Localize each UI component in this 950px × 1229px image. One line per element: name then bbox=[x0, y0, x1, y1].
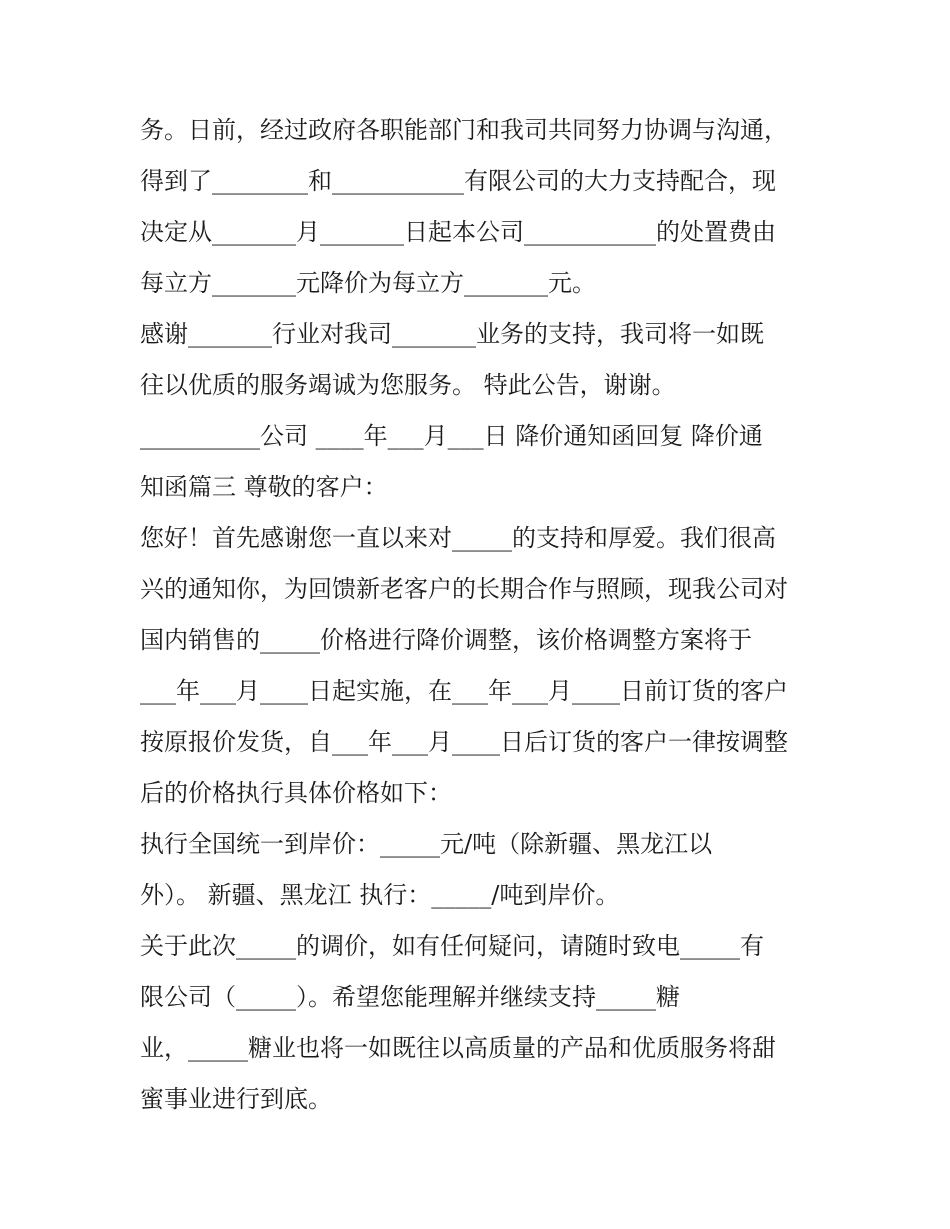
text-line-7: __________公司 ____年___月___日 降价通知函回复 降价通 bbox=[140, 422, 763, 450]
text-line-5: 感谢_______行业对我司_______业务的支持，我司将一如既 bbox=[140, 320, 764, 348]
text-line-2: 得到了________和___________有限公司的大力支持配合，现 bbox=[140, 167, 776, 195]
text-line-10: 兴的通知你，为回馈新老客户的长期合作与照顾，现我公司对 bbox=[140, 575, 788, 603]
text-line-15: 执行全国统一到岸价：_____元/吨（除新疆、黑龙江以 bbox=[140, 830, 713, 858]
text-line-9: 您好！首先感谢您一直以来对_____的支持和厚爱。我们很高 bbox=[140, 524, 776, 552]
text-line-14: 后的价格执行具体价格如下： bbox=[140, 779, 452, 807]
text-line-8: 知函篇三 尊敬的客户： bbox=[140, 473, 388, 501]
text-line-19: 业，_____糖业也将一如既往以高质量的产品和优质服务将甜 bbox=[140, 1034, 776, 1062]
document-body bbox=[140, 105, 840, 1125]
text-line-17: 关于此次_____的调价，如有任何疑问，请随时致电_____有 bbox=[140, 932, 764, 960]
text-line-6: 往以优质的服务竭诚为您服务。 特此公告，谢谢。 bbox=[140, 371, 676, 399]
text-line-20: 蜜事业进行到底。 bbox=[140, 1085, 332, 1113]
text-line-1: 务。日前，经过政府各职能部门和我司共同努力协调与沟通， bbox=[140, 116, 788, 144]
text-line-3: 决定从_______月_______日起本公司___________的处置费由 bbox=[140, 218, 776, 246]
text-line-11: 国内销售的_____价格进行降价调整，该价格调整方案将于 bbox=[140, 626, 752, 654]
text-line-16: 外）。 新疆、黑龙江 执行：_____/吨到岸价。 bbox=[140, 881, 620, 909]
text-line-4: 每立方_______元降价为每立方_______元。 bbox=[140, 269, 596, 297]
text-line-12: ___年___月____日起实施，在___年___月____日前订货的客户 bbox=[140, 677, 788, 705]
text-line-18: 限公司（_____）。希望您能理解并继续支持_____糖 bbox=[140, 983, 680, 1011]
text-line-13: 按原报价发货，自___年___月____日后订货的客户一律按调整 bbox=[140, 728, 788, 756]
